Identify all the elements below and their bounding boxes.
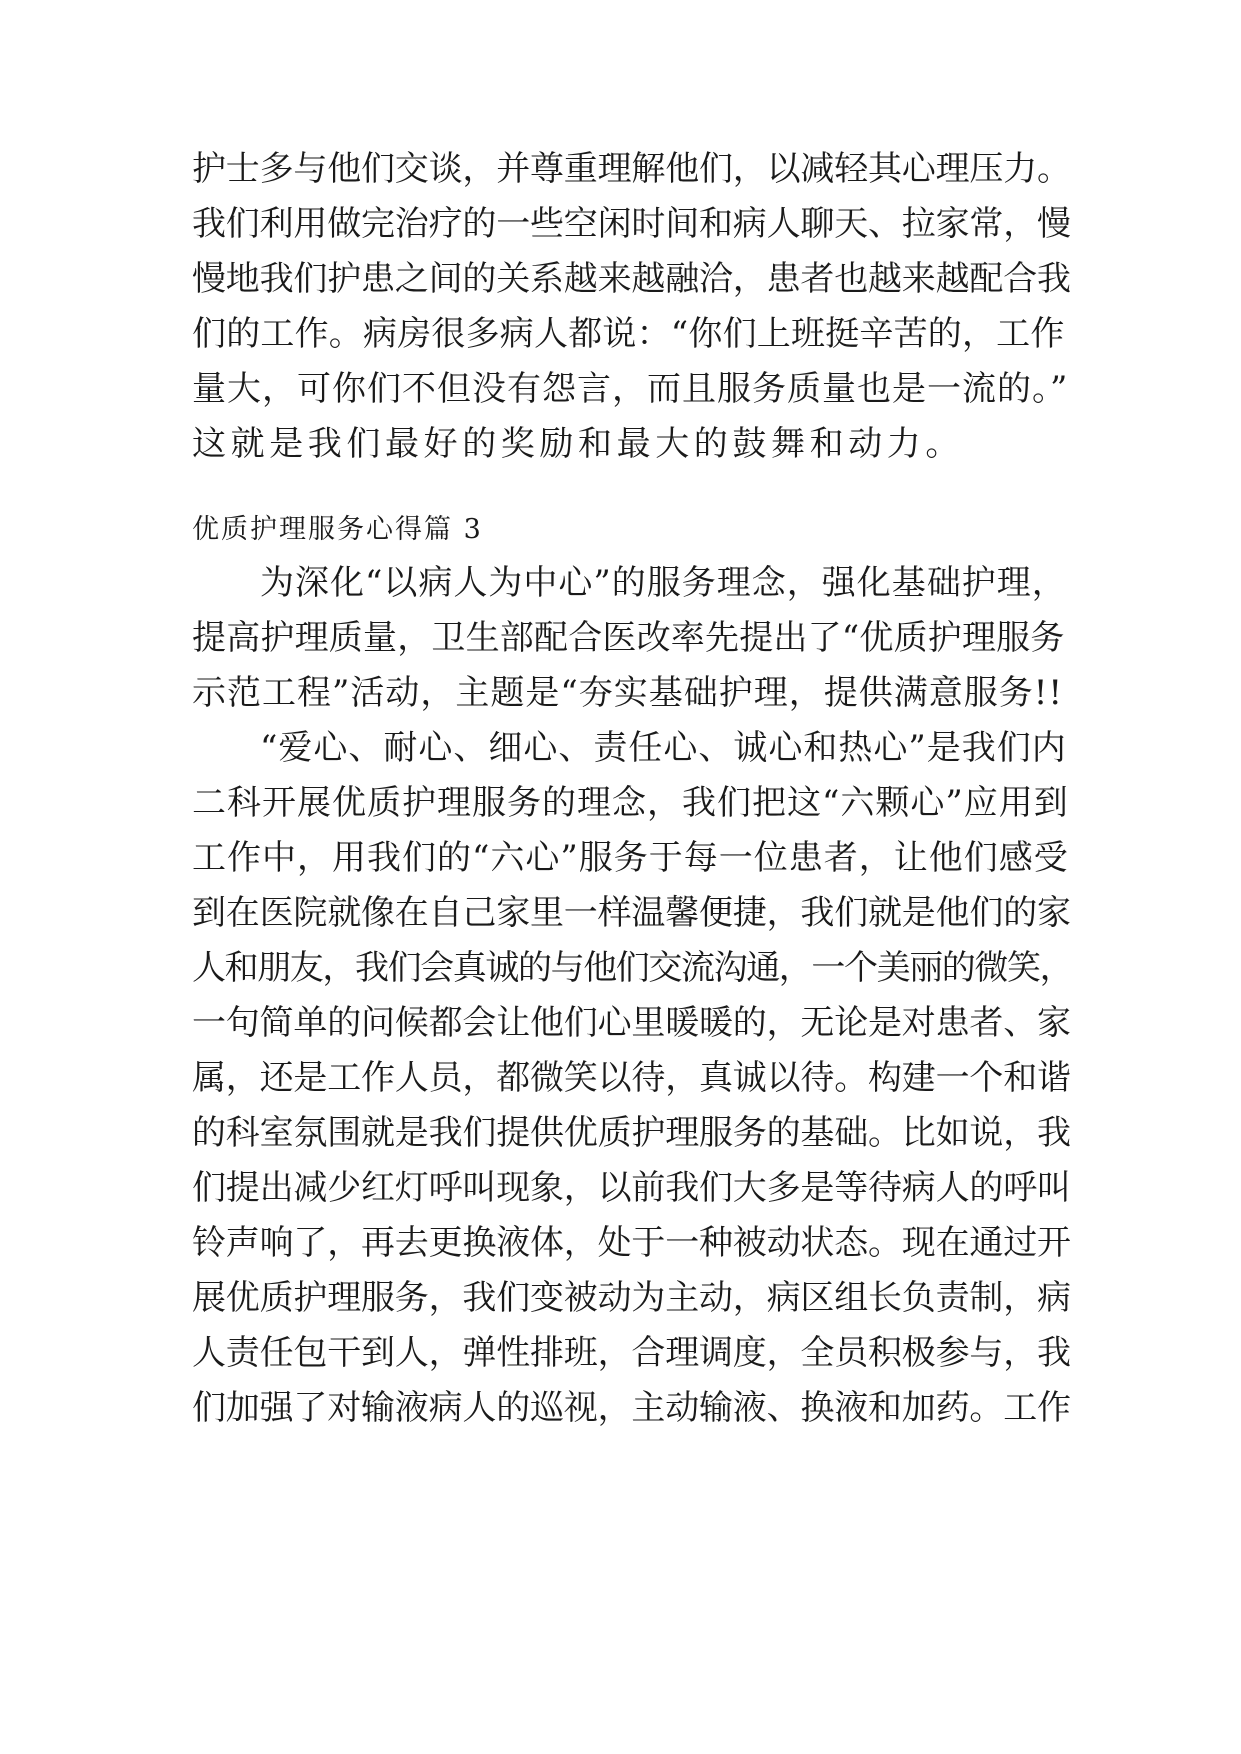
text-line: 一句简单的问候都会让他们心里暖暖的，无论是对患者、家 [192,1003,1071,1043]
text-line: 人责任包干到人，弹性排班，合理调度，全员积极参与，我 [192,1333,1071,1373]
text-line: 慢地我们护患之间的关系越来越融洽，患者也越来越配合我 [192,259,1071,299]
text-line: 们提出减少红灯呼叫现象，以前我们大多是等待病人的呼叫 [192,1168,1071,1208]
text-line: 的科室氛围就是我们提供优质护理服务的基础。比如说，我 [192,1113,1071,1153]
text-line: 人和朋友，我们会真诚的与他们交流沟通，一个美丽的微笑， [192,948,1073,988]
text-line: 提高护理质量，卫生部配合医改率先提出了“优质护理服务 [192,618,1065,658]
text-line: 二科开展优质护理服务的理念，我们把这“六颗心”应用到 [192,783,1069,823]
text-line: “爱心、耐心、细心、责任心、诚心和热心”是我们内 [260,728,1067,768]
text-line: 们加强了对输液病人的巡视，主动输液、换液和加药。工作 [192,1388,1071,1428]
text-line: 这就是我们最好的奖励和最大的鼓舞和动力。 [192,424,964,464]
text-line: 护士多与他们交谈，并尊重理解他们，以减轻其心理压力。 [192,149,1071,189]
text-line: 量大，可你们不但没有怨言，而且服务质量也是一流的。” [192,369,1069,409]
section-heading: 优质护理服务心得篇 3 [192,514,483,545]
text-line: 属，还是工作人员，都微笑以待，真诚以待。构建一个和谐 [192,1058,1071,1098]
text-line: 们的工作。病房很多病人都说：“你们上班挺辛苦的，工作 [192,314,1065,354]
text-line: 示范工程”活动，主题是“夯实基础护理，提供满意服务!! [192,673,1064,713]
text-line: 铃声响了，再去更换液体，处于一种被动状态。现在通过开 [192,1223,1071,1263]
text-line: 工作中，用我们的“六心”服务于每一位患者，让他们感受 [192,838,1069,878]
text-line: 到在医院就像在自己家里一样温馨便捷，我们就是他们的家 [192,893,1071,933]
text-line: 为深化“以病人为中心”的服务理念，强化基础护理， [260,563,1067,603]
text-line: 展优质护理服务，我们变被动为主动，病区组长负责制，病 [192,1278,1071,1318]
text-line: 我们利用做完治疗的一些空闲时间和病人聊天、拉家常，慢 [192,204,1071,244]
